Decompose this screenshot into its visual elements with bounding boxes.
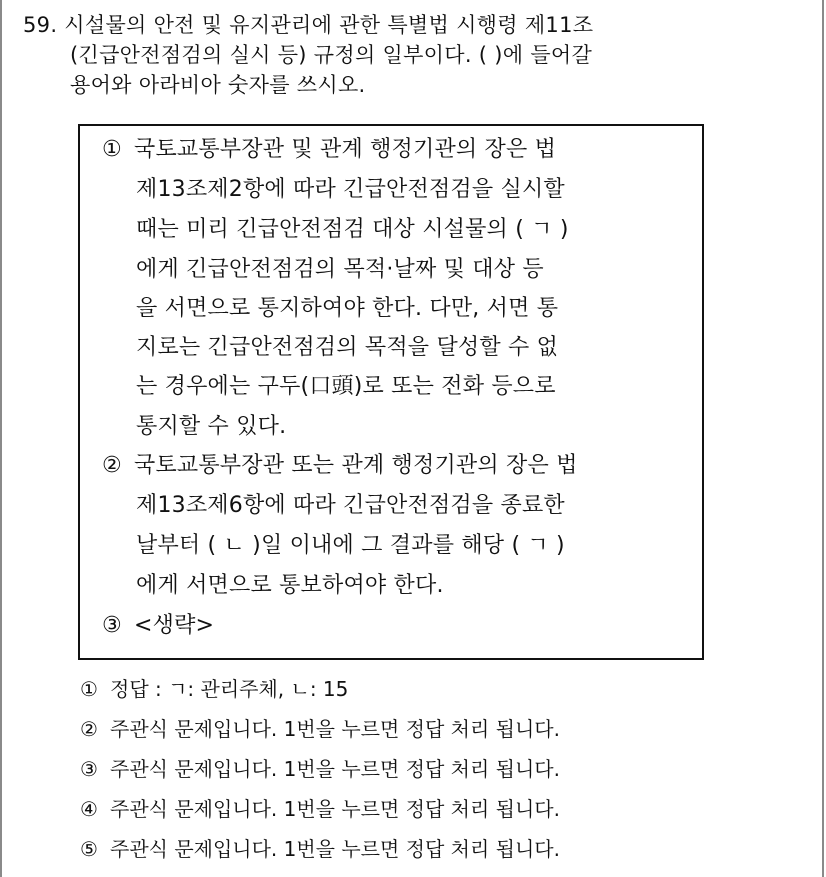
choice-2[interactable]	[80, 716, 560, 742]
choice-text: 정답 : ㄱ: 관리주체, ㄴ: 15	[110, 677, 349, 701]
choice-number: ③	[80, 757, 98, 781]
excerpt-text: 는 경우에는 구두(口頭)로 또는 전화 등으로	[136, 374, 556, 399]
excerpt-item-2-first-line	[102, 451, 578, 481]
excerpt-text: 에게 긴급안전점검의 목적·날짜 및 대상 등	[136, 257, 544, 282]
choice-text: 주관식 문제입니다. 1번을 누르면 정답 처리 됩니다.	[110, 797, 560, 821]
excerpt-text: 국토교통부장관 및 관계 행정기관의 장은 법	[134, 137, 557, 162]
choice-number: ①	[80, 677, 98, 701]
question-line: (긴급안전점검의 실시 등) 규정의 일부이다. ( )에 들어갈	[70, 43, 593, 67]
excerpt-text: 을 서면으로 통지하여야 한다. 다만, 서면 통	[136, 296, 559, 321]
excerpt-text: 지로는 긴급안전점검의 목적을 달성할 수 없	[136, 335, 559, 360]
question-line: 용어와 아라비아 숫자를 쓰시오.	[70, 73, 366, 97]
excerpt-text: 에게 서면으로 통보하여야 한다.	[136, 573, 444, 598]
choice-text: 주관식 문제입니다. 1번을 누르면 정답 처리 됩니다.	[110, 837, 560, 861]
choice-number: ④	[80, 797, 98, 821]
choice-1[interactable]	[80, 676, 348, 702]
excerpt-text: 때는 미리 긴급안전점검 대상 시설물의 ( ㄱ )	[136, 217, 569, 242]
excerpt-text: 국토교통부장관 또는 관계 행정기관의 장은 법	[134, 453, 578, 478]
choice-text: 주관식 문제입니다. 1번을 누르면 정답 처리 됩니다.	[110, 717, 560, 741]
question-line: 59. 시설물의 안전 및 유지관리에 관한 특별법 시행령 제11조	[23, 13, 594, 37]
choice-3[interactable]	[80, 756, 560, 782]
statute-excerpt-box	[78, 124, 704, 660]
excerpt-text: 날부터 ( ㄴ )일 이내에 그 결과를 해당 ( ㄱ )	[136, 533, 565, 558]
excerpt-text: 통지할 수 있다.	[136, 414, 287, 439]
choice-text: 주관식 문제입니다. 1번을 누르면 정답 처리 됩니다.	[110, 757, 560, 781]
excerpt-text: <생략>	[134, 613, 215, 638]
choice-5[interactable]	[80, 836, 560, 862]
item-number-2: ②	[102, 453, 122, 478]
excerpt-text: 제13조제2항에 따라 긴급안전점검을 실시할	[136, 177, 565, 202]
excerpt-text: 제13조제6항에 따라 긴급안전점검을 종료한	[136, 493, 565, 518]
item-number-1: ①	[102, 137, 122, 162]
excerpt-item-3-line	[102, 611, 214, 641]
choice-4[interactable]	[80, 796, 560, 822]
item-number-3: ③	[102, 613, 122, 638]
excerpt-item-1-first-line	[102, 135, 556, 165]
choice-number: ②	[80, 717, 98, 741]
choice-number: ⑤	[80, 837, 98, 861]
question-stem	[23, 10, 813, 100]
